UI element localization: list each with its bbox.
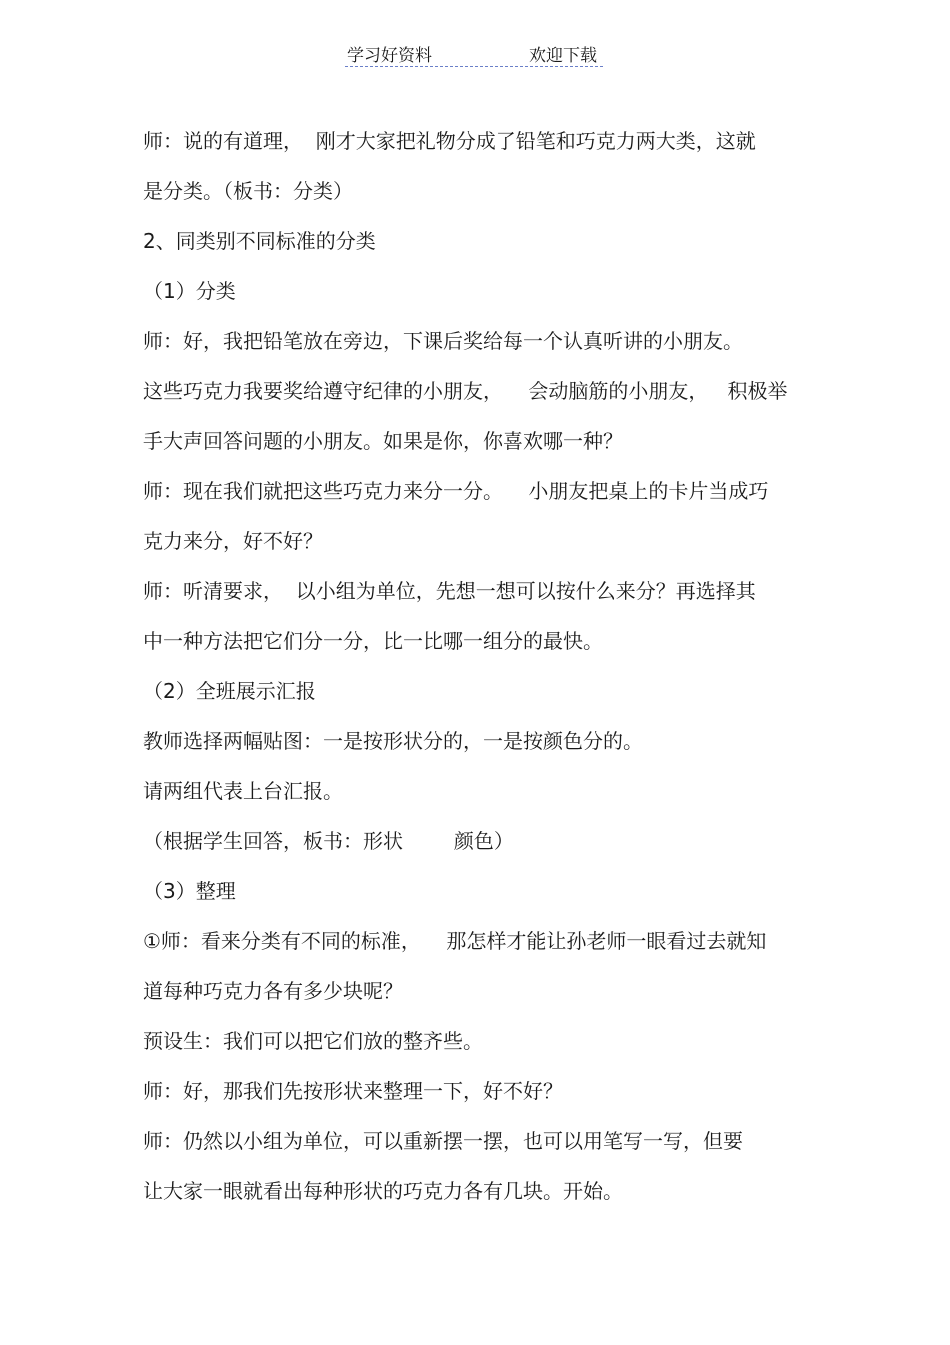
text-line: 师：说的有道理， 刚才大家把礼物分成了铅笔和巧克力两大类，这就 (143, 129, 756, 153)
text-line: 师：好，我把铅笔放在旁边，下课后奖给每一个认真听讲的小朋友。 (143, 329, 743, 353)
text-line: 预设生：我们可以把它们放的整齐些。 (143, 1029, 483, 1053)
text-line: （根据学生回答，板书：形状 颜色） (143, 829, 514, 853)
text-line: 师：听清要求， 以小组为单位，先想一想可以按什么来分？再选择其 (143, 579, 756, 603)
text-line: 克力来分，好不好？ (143, 529, 323, 553)
text-line: 师：好，那我们先按形状来整理一下，好不好？ (143, 1079, 563, 1103)
text-line: 师：仍然以小组为单位，可以重新摆一摆，也可以用笔写一写，但要 (143, 1129, 743, 1153)
text-line: 师：现在我们就把这些巧克力来分一分。 小朋友把桌上的卡片当成巧 (143, 479, 769, 503)
subsection-heading: （3）整理 (143, 879, 236, 903)
text-line: 让大家一眼就看出每种形状的巧克力各有几块。开始。 (143, 1179, 623, 1203)
text-line: 道每种巧克力各有多少块呢？ (143, 979, 403, 1003)
section-heading: 2、同类别不同标准的分类 (143, 229, 376, 253)
text-line: 请两组代表上台汇报。 (143, 779, 343, 803)
text-line: 手大声回答问题的小朋友。如果是你，你喜欢哪一种？ (143, 429, 623, 453)
page-header (345, 40, 603, 67)
text-line: 是分类。（板书：分类） (143, 179, 353, 203)
header-title-left: 学习好资料 (347, 46, 432, 66)
text-line: 中一种方法把它们分一分，比一比哪一组分的最快。 (143, 629, 603, 653)
header-title-right: 欢迎下载 (529, 46, 597, 66)
subsection-heading: （1）分类 (143, 279, 236, 303)
text-line: 教师选择两幅贴图：一是按形状分的，一是按颜色分的。 (143, 729, 643, 753)
text-line: 这些巧克力我要奖给遵守纪律的小朋友， 会动脑筋的小朋友， 积极举 (143, 379, 788, 403)
subsection-heading: （2）全班展示汇报 (143, 679, 316, 703)
document-body (143, 116, 823, 1216)
text-line: ①师：看来分类有不同的标准， 那怎样才能让孙老师一眼看过去就知 (143, 929, 767, 953)
